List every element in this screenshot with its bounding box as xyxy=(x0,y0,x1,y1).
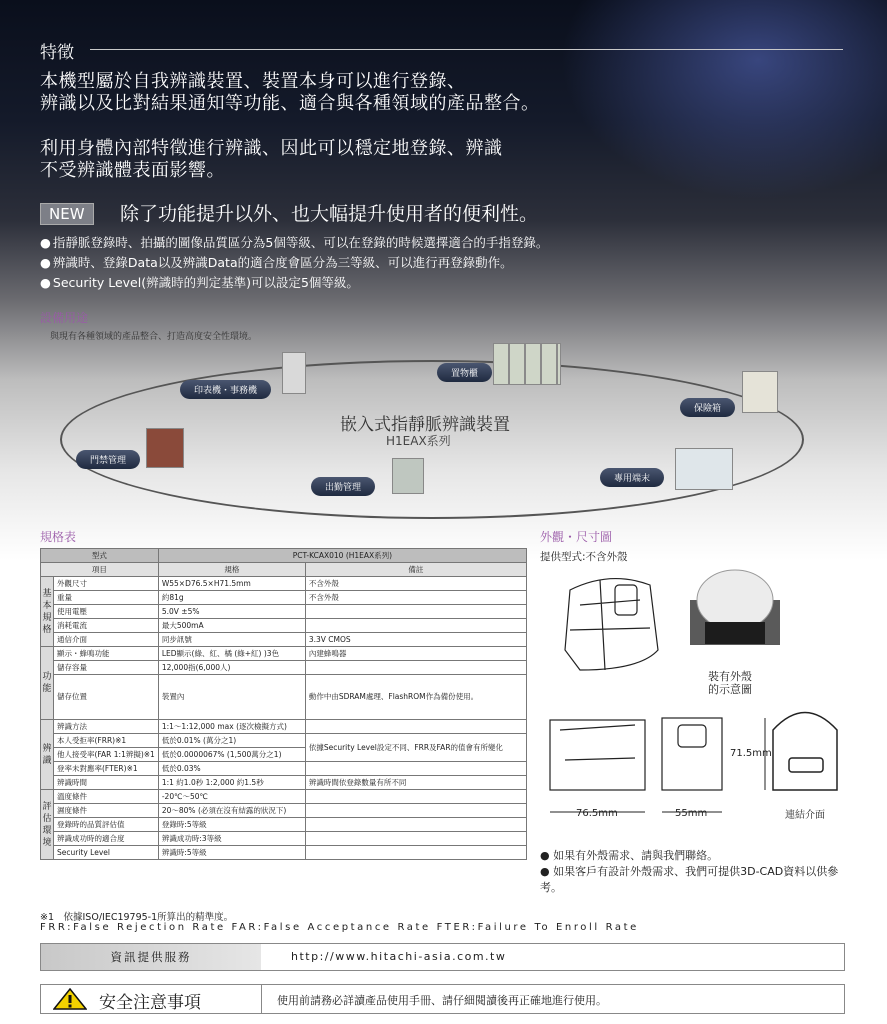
exterior-title: 外觀・尺寸圖 xyxy=(540,530,613,544)
side-view xyxy=(550,720,645,790)
exterior-drawings xyxy=(540,560,845,840)
cell-spec: 1:1 約1.0秒 1:2,000 約1.5秒 xyxy=(158,776,305,790)
intro-line: 不受辨識體表面影響。 xyxy=(40,160,225,181)
contact-text: 如果客戶有設計外殼需求、我們可提供3D-CAD資料以供參考。 xyxy=(540,865,839,894)
table-row xyxy=(41,846,527,860)
case-label: 裝有外殼 xyxy=(708,670,752,683)
table-row xyxy=(41,776,527,790)
cell-note xyxy=(305,762,526,776)
background-glow xyxy=(560,0,887,200)
safety-desc: 使用前請務必詳讀產品使用手冊、請仔細閱讀後再正確地進行使用。 xyxy=(277,994,607,1007)
col-spec: 規格 xyxy=(158,563,305,577)
table-row xyxy=(41,790,527,804)
table-row xyxy=(41,591,527,605)
exterior-subtitle: 提供型式:不含外殼 xyxy=(540,551,628,563)
cell-spec: 低於0.03% xyxy=(158,762,305,776)
info-service-bar xyxy=(40,943,845,971)
cell-note xyxy=(305,790,526,804)
cell-item: 登錄時的品質評估值 xyxy=(54,818,159,832)
cell-spec: 1:1～1:12,000 max (逐次檢擬方式) xyxy=(158,720,305,734)
contact-line: ● 如果有外殼需求、請與我們聯絡。 xyxy=(540,849,719,862)
col-item: 項目 xyxy=(41,563,159,577)
table-row xyxy=(41,619,527,633)
table-row xyxy=(41,832,527,846)
model-label: 型式 xyxy=(41,549,159,563)
cell-spec: 同步訊號 xyxy=(158,633,305,647)
table-row xyxy=(41,804,527,818)
cell-item: 消耗電流 xyxy=(54,619,159,633)
cell-item: 外觀尺寸 xyxy=(54,577,159,591)
cell-note xyxy=(305,720,526,734)
contact-line: ● 如果客戶有設計外殼需求、我們可提供3D-CAD資料以供參考。 xyxy=(540,865,839,894)
locker-icon xyxy=(493,343,561,385)
contact-text: 如果有外殼需求、請與我們聯絡。 xyxy=(553,849,719,862)
intro-line: 本機型屬於自我辨識裝置、裝置本身可以進行登錄、 xyxy=(40,71,466,92)
cell-spec: 12,000指(6,000人) xyxy=(158,661,305,675)
new-feature-text: 除了功能提升以外、也大幅提升使用者的便利性。 xyxy=(120,203,539,225)
intro-paragraph-1 xyxy=(40,71,540,115)
cell-note xyxy=(305,619,526,633)
cell-spec: 最大500mA xyxy=(158,619,305,633)
cell-note xyxy=(305,605,526,619)
bullet-item: ● 辨識時、登錄Data以及辨識Data的適合度會區分為三等級、可以進行再登錄動作。 xyxy=(40,253,548,273)
footnote: ※1 依據ISO/IEC19795-1所算出的精準度。 xyxy=(40,912,234,923)
safe-icon xyxy=(742,371,778,413)
intro-line: 利用身體內部特徵進行辨識、因此可以穩定地登錄、辨識 xyxy=(40,138,503,159)
table-header-row xyxy=(41,563,527,577)
cell-note xyxy=(305,661,526,675)
table-row xyxy=(41,762,527,776)
case-photo xyxy=(690,570,780,645)
cell-item: 本人受拒率(FRR)※1 xyxy=(54,734,159,748)
cell-spec: 裝置內 xyxy=(158,675,305,720)
cell-spec: 約81g xyxy=(158,591,305,605)
cell-spec: LED顯示(綠、紅、橘 (綠+紅) )3色 xyxy=(158,647,305,661)
printer-icon xyxy=(282,352,306,394)
group-label: 功能 xyxy=(41,647,54,720)
device-sketch xyxy=(565,579,658,670)
attendance-terminal-icon xyxy=(392,458,424,494)
kiosk-icon xyxy=(675,448,733,490)
table-row xyxy=(41,720,527,734)
cell-item: 登率未對應率(FTER)※1 xyxy=(54,762,159,776)
safety-bar xyxy=(40,984,845,1014)
cell-spec: 登錄時:5等級 xyxy=(158,818,305,832)
cell-note: 辨識時間依登錄數量有所不同 xyxy=(305,776,526,790)
info-label: 資訊提供服務 xyxy=(41,944,261,970)
cell-item: 儲存位置 xyxy=(54,675,159,720)
dim-depth: 76.5mm xyxy=(576,808,618,819)
case-label: 的示意圖 xyxy=(708,683,752,696)
cell-spec: -20℃～50℃ xyxy=(158,790,305,804)
cell-item: 辨識方法 xyxy=(54,720,159,734)
group-label: 基本規格 xyxy=(41,577,54,647)
cell-item: 使用電壓 xyxy=(54,605,159,619)
usage-title: 設備用途 xyxy=(40,311,89,325)
group-label: 評估環境 xyxy=(41,790,54,860)
intro-line: 辨識以及比對結果通知等功能、適合與各種領域的產品整合。 xyxy=(40,93,540,114)
group-label: 辨識 xyxy=(41,720,54,790)
door-icon xyxy=(146,428,184,468)
cell-note xyxy=(305,804,526,818)
front-view xyxy=(662,718,722,790)
rear-view xyxy=(773,713,837,791)
dim-height: 71.5mm xyxy=(730,748,772,759)
usage-desc: 與現有各種領域的產品整合、打造高度安全性環境。 xyxy=(50,332,258,342)
feature-bullets xyxy=(40,233,548,293)
table-row xyxy=(41,605,527,619)
dim-width: 55mm xyxy=(675,808,708,819)
website-link[interactable]: http://www.hitachi-asia.com.tw xyxy=(291,950,507,963)
node-attendance: 出勤管理 xyxy=(311,477,375,496)
cell-item: 他人接受率(FAR 1:1辨擬)※1 xyxy=(54,748,159,762)
cell-item: 溫度條件 xyxy=(54,790,159,804)
cell-spec: 辨識成功時:3等級 xyxy=(158,832,305,846)
table-row xyxy=(41,661,527,675)
intro-paragraph-2 xyxy=(40,138,503,182)
abbreviations: FRR:False Rejection Rate FAR:False Acceptance Rate FTER:Failure To Enroll Rate xyxy=(40,922,639,933)
cell-spec: 20～80% (必須在沒有結露的狀況下) xyxy=(158,804,305,818)
cell-item: 辨識時間 xyxy=(54,776,159,790)
cell-note xyxy=(305,818,526,832)
features-heading: 特徵 xyxy=(40,43,74,63)
cell-note: 不含外殼 xyxy=(305,577,526,591)
col-note: 備註 xyxy=(305,563,526,577)
cell-item: 濕度條件 xyxy=(54,804,159,818)
spec-title: 規格表 xyxy=(40,530,77,544)
device-series: H1EAX系列 xyxy=(386,434,451,448)
table-row xyxy=(41,577,527,591)
cell-spec: 5.0V ±5% xyxy=(158,605,305,619)
cell-spec: 低於0.0000067% (1,500萬分之1) xyxy=(158,748,305,762)
cell-spec: 辨識時:5等級 xyxy=(158,846,305,860)
contact-notes xyxy=(540,848,845,896)
cell-note: 內建蜂鳴器 xyxy=(305,647,526,661)
cell-item: 通信介面 xyxy=(54,633,159,647)
bullet-item: ● 指靜脈登錄時、拍攝的圖像品質區分為5個等級、可以在登錄的時候選擇適合的手指登錄。 xyxy=(40,233,548,253)
cell-note: 3.3V CMOS xyxy=(305,633,526,647)
table-row xyxy=(41,549,527,563)
safety-label: 安全注意事項 xyxy=(99,993,201,1013)
cell-item: 重量 xyxy=(54,591,159,605)
cell-note: 不含外殼 xyxy=(305,591,526,605)
cell-note xyxy=(305,832,526,846)
cell-spec: W55×D76.5×H71.5mm xyxy=(158,577,305,591)
device-title: 嵌入式指靜脈辨識裝置 xyxy=(340,415,510,435)
table-row xyxy=(41,633,527,647)
table-row xyxy=(41,734,527,748)
cell-note xyxy=(305,846,526,860)
cell-note: 動作中由SDRAM處理、FlashROM作為備份使用。 xyxy=(305,675,526,720)
bullet-item: ● Security Level(辨識時的判定基準)可以設定5個等級。 xyxy=(40,273,548,293)
cell-note: 依據Security Level設定不同、FRR及FAR的值會有所變化 xyxy=(305,734,526,762)
safety-label-box xyxy=(41,985,262,1013)
table-row xyxy=(41,675,527,720)
cell-item: 辨識成功時的適合度 xyxy=(54,832,159,846)
cell-spec: 低於0.01% (萬分之1) xyxy=(158,734,305,748)
cell-item: 儲存容量 xyxy=(54,661,159,675)
node-printer: 印表機・事務機 xyxy=(180,380,271,399)
cell-item: 顯示・蜂鳴功能 xyxy=(54,647,159,661)
heading-divider xyxy=(90,49,843,50)
table-row xyxy=(41,818,527,832)
new-badge: NEW xyxy=(40,203,94,225)
spec-table xyxy=(40,548,527,860)
node-terminal: 專用端末 xyxy=(600,468,664,487)
connector-label: 連結介面 xyxy=(785,810,825,821)
warning-icon xyxy=(53,988,87,1010)
model-value: PCT-KCAX010 (H1EAX系列) xyxy=(158,549,526,563)
node-door: 門禁管理 xyxy=(76,450,140,469)
node-safe: 保險箱 xyxy=(680,398,735,417)
table-row xyxy=(41,647,527,661)
node-locker: 置物櫃 xyxy=(437,363,492,382)
cell-item: Security Level xyxy=(54,846,159,860)
